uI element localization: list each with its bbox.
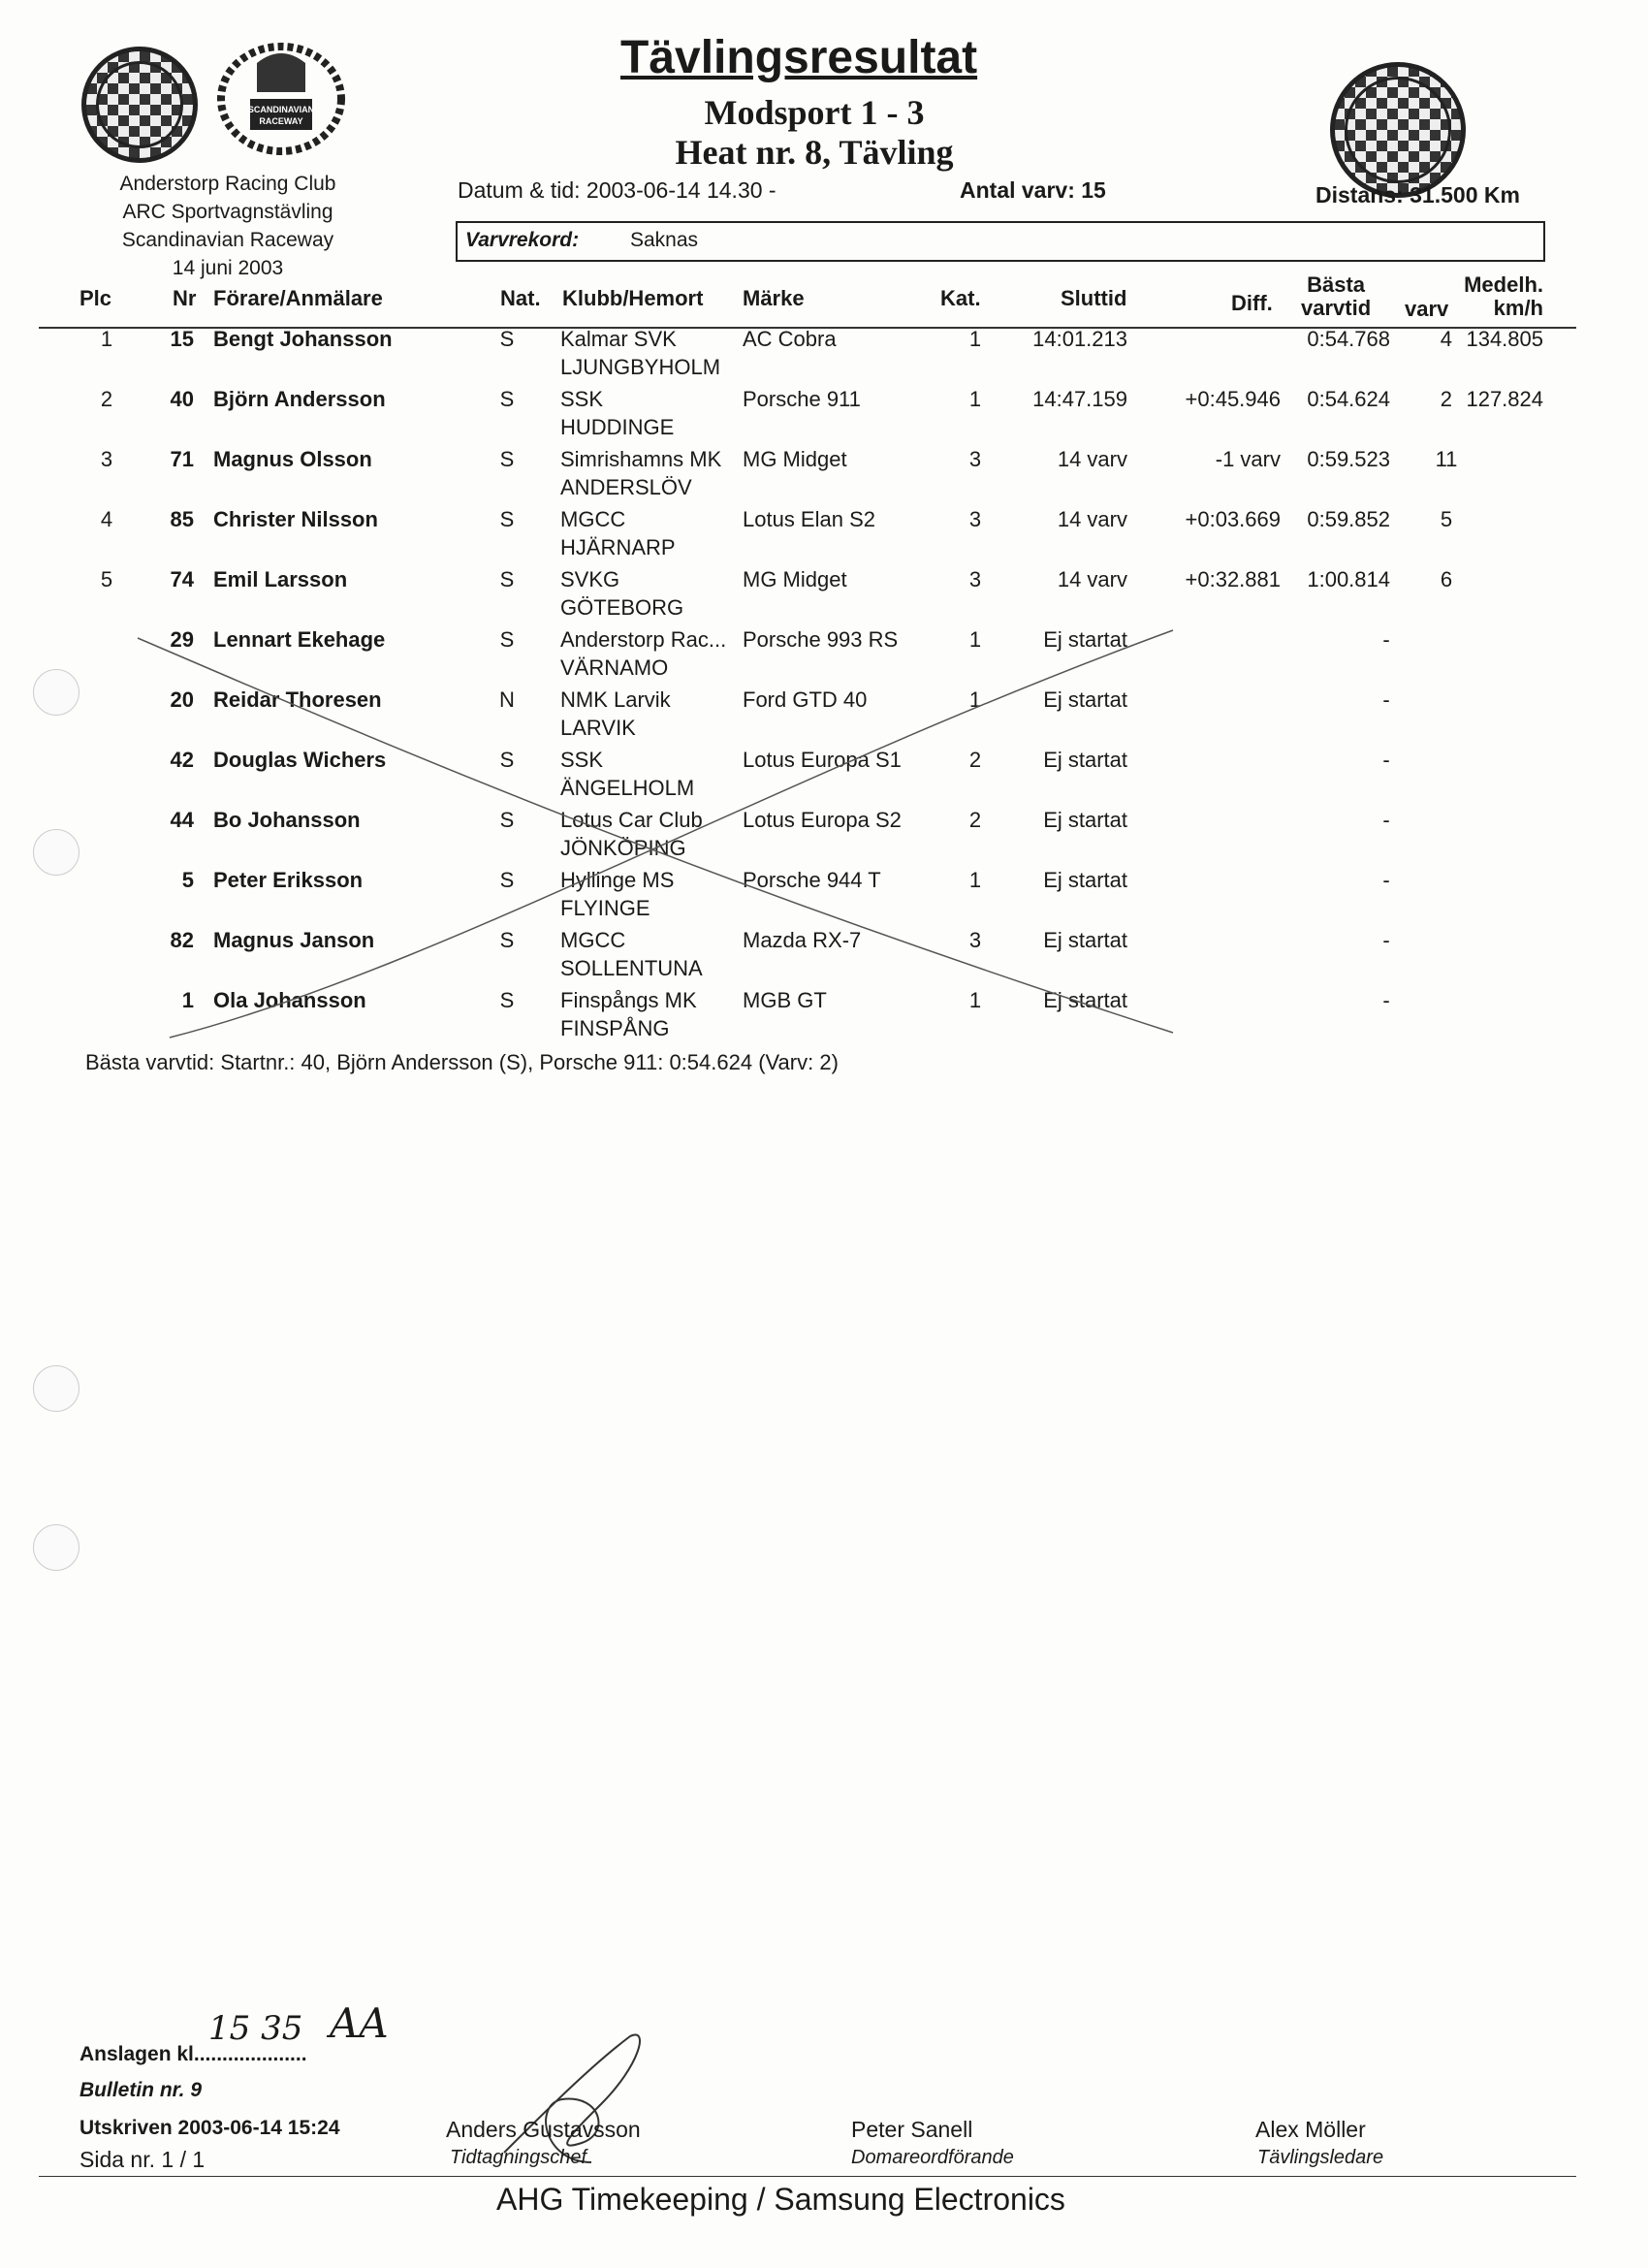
row-plc: 2 <box>100 387 113 411</box>
col-nr: Nr <box>173 286 197 310</box>
row-time: 14 varv <box>1057 447 1127 471</box>
svg-text:SCANDINAVIAN: SCANDINAVIAN <box>247 105 315 114</box>
row-town: LARVIK <box>560 716 636 740</box>
row-nr: 20 <box>170 687 194 712</box>
row-driver: Lennart Ekehage <box>213 627 386 652</box>
sig2-name: Peter Sanell <box>851 2117 973 2142</box>
row-driver: Bengt Johansson <box>213 327 393 351</box>
row-best: 0:54.768 <box>1307 327 1390 351</box>
row-driver: Reidar Thoresen <box>213 687 382 712</box>
best-lap-note: Bästa varvtid: Startnr.: 40, Björn Andersson (S), Porsche 911: 0:54.624 (Varv: 2) <box>85 1050 839 1074</box>
row-nr: 1 <box>181 988 194 1012</box>
record-value: Saknas <box>630 229 699 251</box>
sig1-role: Tidtagningschef <box>450 2147 587 2168</box>
row-nr: 74 <box>170 567 194 591</box>
row-nr: 85 <box>170 507 194 531</box>
row-club: NMK Larvik <box>560 687 671 712</box>
punch-hole <box>33 1524 79 1571</box>
club-line: ARC Sportvagnstävling <box>122 201 333 223</box>
row-town: ANDERSLÖV <box>560 475 692 499</box>
row-driver: Ola Johansson <box>213 988 366 1012</box>
row-make: MGB GT <box>743 988 827 1012</box>
row-diff: +0:03.669 <box>1185 507 1281 531</box>
row-kat: 3 <box>968 507 982 531</box>
col-best-1: Bästa <box>1307 272 1366 297</box>
row-kat: 3 <box>968 928 982 952</box>
row-kat: 2 <box>968 748 982 772</box>
row-town: SOLLENTUNA <box>560 956 703 980</box>
row-nr: 5 <box>181 868 194 892</box>
row-town: FINSPÅNG <box>560 1016 670 1040</box>
row-make: Porsche 944 T <box>743 868 881 892</box>
row-town: VÄRNAMO <box>560 655 669 680</box>
col-kat: Kat. <box>940 286 981 310</box>
row-club: SSK <box>560 748 604 772</box>
row-best: - <box>1382 868 1390 892</box>
col-make: Märke <box>743 286 805 310</box>
row-nr: 40 <box>170 387 194 411</box>
row-kat: 1 <box>968 387 982 411</box>
row-time: 14 varv <box>1057 567 1127 591</box>
row-nr: 42 <box>170 748 194 772</box>
row-town: HJÄRNARP <box>560 535 676 559</box>
row-make: Lotus Europa S1 <box>743 748 902 772</box>
row-town: HUDDINGE <box>560 415 675 439</box>
row-time: Ej startat <box>1043 748 1127 772</box>
row-make: Lotus Europa S2 <box>743 808 902 832</box>
row-make: AC Cobra <box>743 327 837 351</box>
punch-hole <box>33 1365 79 1412</box>
row-kat: 1 <box>968 327 982 351</box>
row-nr: 44 <box>170 808 194 832</box>
row-driver: Bo Johansson <box>213 808 361 832</box>
row-best: - <box>1382 808 1390 832</box>
row-town: GÖTEBORG <box>560 595 684 620</box>
row-best: - <box>1382 988 1390 1012</box>
row-nat: S <box>499 327 515 351</box>
row-nat: S <box>499 507 515 531</box>
row-lap: 5 <box>1440 507 1453 531</box>
sig3-role: Tävlingsledare <box>1257 2147 1384 2168</box>
row-nat: S <box>499 387 515 411</box>
row-nat: S <box>499 748 515 772</box>
row-lap: 4 <box>1440 327 1452 351</box>
row-lap: 11 <box>1435 447 1458 471</box>
col-diff: Diff. <box>1231 291 1273 315</box>
row-kat: 1 <box>968 988 982 1012</box>
row-club: Hyllinge MS <box>560 868 675 892</box>
page-title: Tävlingsresultat <box>620 32 978 83</box>
class-line: Modsport 1 - 3 <box>704 93 925 132</box>
row-time: 14 varv <box>1057 507 1127 531</box>
row-best: - <box>1382 928 1390 952</box>
row-plc: 3 <box>100 447 113 471</box>
sig2-role: Domareordförande <box>851 2147 1014 2168</box>
row-avg: 134.805 <box>1466 327 1543 351</box>
row-nat: S <box>499 928 515 952</box>
club-line: 14 juni 2003 <box>172 257 284 279</box>
row-kat: 3 <box>968 567 982 591</box>
footer-rule <box>39 2176 1576 2177</box>
row-nat: S <box>499 808 515 832</box>
vendor-line: AHG Timekeeping / Samsung Electronics <box>496 2182 1065 2217</box>
col-avg-2: km/h <box>1493 296 1543 320</box>
row-driver: Magnus Janson <box>213 928 375 952</box>
sig3-name: Alex Möller <box>1255 2117 1366 2142</box>
row-diff: +0:45.946 <box>1185 387 1281 411</box>
row-best: 0:59.852 <box>1307 507 1390 531</box>
club-line: Anderstorp Racing Club <box>119 173 336 195</box>
record-label: Varvrekord: <box>465 229 580 251</box>
row-kat: 1 <box>968 627 982 652</box>
row-time: Ej startat <box>1043 868 1127 892</box>
row-make: MG Midget <box>743 567 847 591</box>
row-club: Kalmar SVK <box>560 327 677 351</box>
row-driver: Emil Larsson <box>213 567 348 591</box>
row-make: Porsche 993 RS <box>743 627 899 652</box>
row-club: MGCC <box>560 507 626 531</box>
row-nat: S <box>499 627 515 652</box>
row-make: MG Midget <box>743 447 847 471</box>
row-plc: 4 <box>100 507 113 531</box>
row-make: Lotus Elan S2 <box>743 507 875 531</box>
row-club: Anderstorp Rac... <box>560 627 727 652</box>
col-best-2: varvtid <box>1301 296 1372 320</box>
row-best: - <box>1382 748 1390 772</box>
row-best: - <box>1382 687 1390 712</box>
row-time: 14:01.213 <box>1032 327 1127 351</box>
row-time: Ej startat <box>1043 687 1127 712</box>
row-club: Lotus Car Club <box>560 808 703 832</box>
row-best: - <box>1382 627 1390 652</box>
row-town: LJUNGBYHOLM <box>560 355 721 379</box>
row-time: 14:47.159 <box>1032 387 1127 411</box>
row-diff: -1 varv <box>1215 447 1281 471</box>
datetime: Datum & tid: 2003-06-14 14.30 - <box>458 177 776 203</box>
row-plc: 1 <box>100 327 113 351</box>
row-avg: 127.824 <box>1466 387 1543 411</box>
posted-initials: AA <box>330 1999 389 2047</box>
row-nat: S <box>499 447 515 471</box>
row-kat: 1 <box>968 868 982 892</box>
col-driver: Förare/Anmälare <box>213 286 383 310</box>
row-best: 1:00.814 <box>1307 567 1390 591</box>
laps-count: Antal varv: 15 <box>960 177 1106 203</box>
row-best: 0:59.523 <box>1307 447 1390 471</box>
row-driver: Peter Eriksson <box>213 868 364 892</box>
row-club: Simrishamns MK <box>560 447 722 471</box>
col-avg-1: Medelh. <box>1464 272 1543 297</box>
distance: Distans: 31.500 Km <box>1315 182 1520 208</box>
row-plc: 5 <box>100 567 113 591</box>
cross-out-marks <box>0 0 1648 1067</box>
svg-text:RACEWAY: RACEWAY <box>259 116 303 126</box>
col-time: Sluttid <box>1061 286 1127 310</box>
row-driver: Douglas Wichers <box>213 748 387 772</box>
row-nr: 82 <box>170 928 194 952</box>
row-club: MGCC <box>560 928 626 952</box>
row-town: ÄNGELHOLM <box>560 776 695 800</box>
row-nr: 29 <box>170 627 194 652</box>
row-time: Ej startat <box>1043 627 1127 652</box>
row-time: Ej startat <box>1043 808 1127 832</box>
row-best: 0:54.624 <box>1307 387 1390 411</box>
col-nat: Nat. <box>500 286 541 310</box>
row-kat: 1 <box>968 687 982 712</box>
row-time: Ej startat <box>1043 988 1127 1012</box>
row-make: Porsche 911 <box>743 387 861 411</box>
row-nr: 15 <box>170 327 194 351</box>
row-nat: S <box>499 868 515 892</box>
row-lap: 2 <box>1440 387 1452 411</box>
row-make: Ford GTD 40 <box>743 687 868 712</box>
col-plc: Plc <box>79 286 112 310</box>
posted-handwritten: 15 35 <box>208 2009 303 2048</box>
posted-label-text: Anslagen kl. <box>79 2043 200 2065</box>
row-kat: 2 <box>968 808 982 832</box>
row-driver: Christer Nilsson <box>213 507 378 531</box>
row-nat: S <box>499 567 515 591</box>
row-time: Ej startat <box>1043 928 1127 952</box>
row-kat: 3 <box>968 447 982 471</box>
bulletin: Bulletin nr. 9 <box>79 2079 203 2101</box>
row-club: Finspångs MK <box>560 988 697 1012</box>
club-line: Scandinavian Raceway <box>121 229 334 251</box>
row-nr: 71 <box>170 447 194 471</box>
sig1-name: Anders Gustavsson <box>446 2117 641 2142</box>
row-club: SSK <box>560 387 604 411</box>
row-club: SVKG <box>560 567 620 591</box>
printed-at: Utskriven 2003-06-14 15:24 <box>79 2117 340 2139</box>
posted-dots: ................... <box>199 2043 307 2065</box>
col-lap: varv <box>1405 297 1449 321</box>
heat-line: Heat nr. 8, Tävling <box>675 133 954 172</box>
row-town: JÖNKÖPING <box>560 836 686 860</box>
row-nat: S <box>499 988 515 1012</box>
row-driver: Magnus Olsson <box>213 447 372 471</box>
page-number: Sida nr. 1 / 1 <box>79 2147 206 2172</box>
row-town: FLYINGE <box>560 896 650 920</box>
row-lap: 6 <box>1440 567 1453 591</box>
row-driver: Björn Andersson <box>213 387 386 411</box>
col-club: Klubb/Hemort <box>562 286 704 310</box>
row-nat: N <box>499 687 515 712</box>
row-make: Mazda RX-7 <box>743 928 862 952</box>
row-diff: +0:32.881 <box>1185 567 1281 591</box>
